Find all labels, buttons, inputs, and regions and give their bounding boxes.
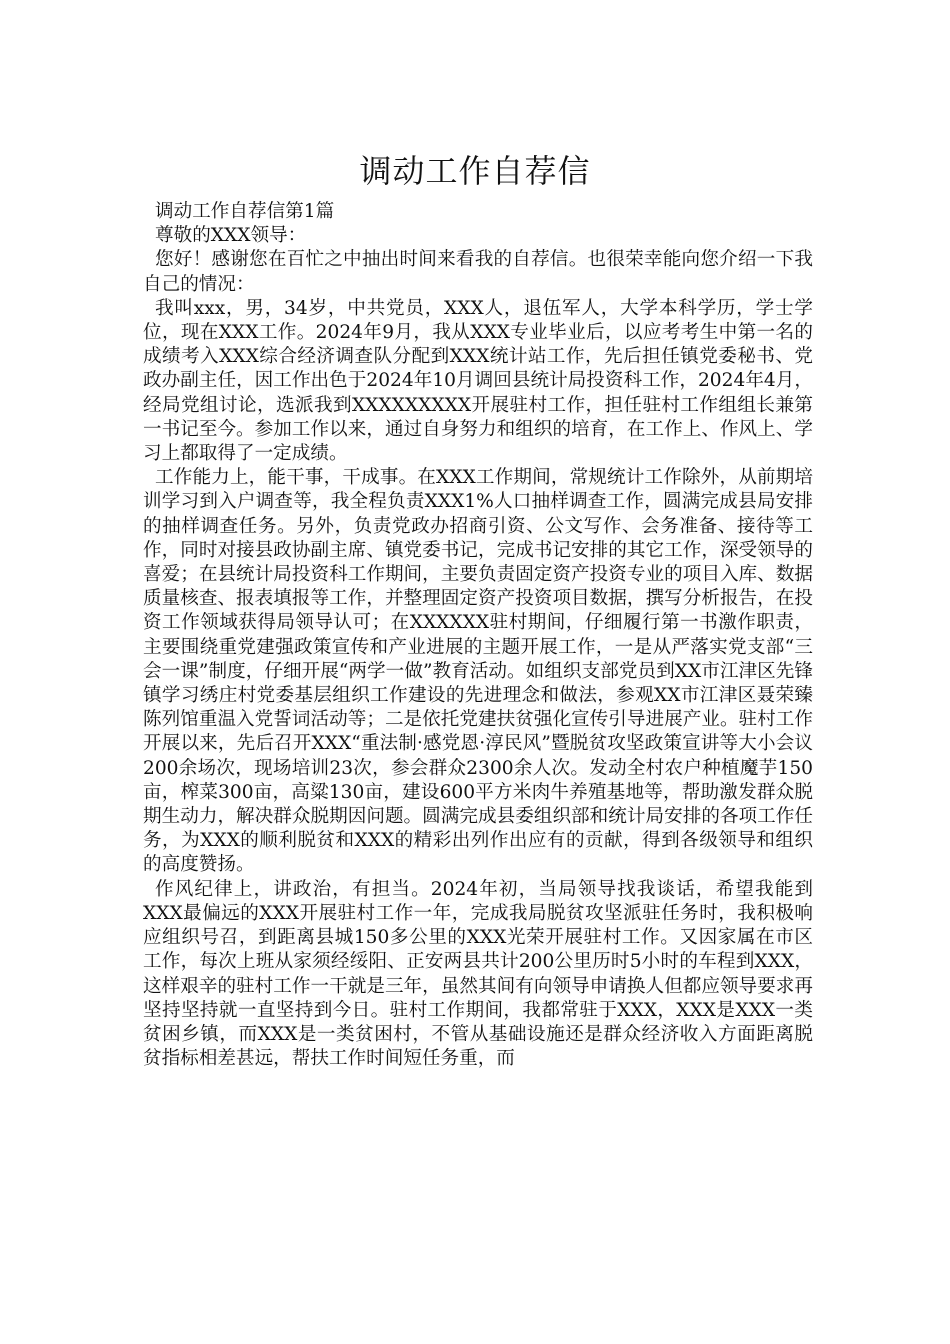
section-heading: 调动工作自荐信第1篇 [155,201,335,222]
paragraph-work-ability: 工作能力上，能干事，干成事。在XXX工作期间，常规统计工作除外，从前期培训学习到入户调查等，我全程负责XXX1%人口抽样调查工作，圆满完成县局安排的抽样调查任务。另外，负责党政办招商引资、公文写作、会务准备、接待等工作，同时对接县政协副主席、镇党委书记，完成书记安排的其它工作，深受领导的喜爱；在县统计局投资科工作期间，主要负责固定资产投资专业的项目入库、数据质量核查、报表填报等工作，并整理固定资产投资项目数据，撰写分析报告，在投资工作领域获得局领导认可；在XXXXXX驻村期间，仔细履行第一书激作职责，主要围绕重党建强政策宣传和产业进展的主题开展工作，一是从严落实党支部“三会一课”制度，仔细开展“两学一做”教育活动。如组织支部党员到XX市江津区先锋镇学习绣庄村党委基层组织工作建设的先进理念和做法，参观XX市江津区聂荣臻陈列馆重温入党誓词活动等；二是依托党建扶贫强化宣传引导进展产业。驻村工作开展以来，先后召开XXX“重法制·感党恩·淳民风”暨脱贫攻坚政策宣讲等大小会议200余场次，现场培训23次，参会群众2300余人次。发动全村农户种植魔芋150亩，榨菜300亩，高粱130亩，建设600平方米肉牛养殖基地等，帮助激发群众脱期生动力，解决群众脱期因问题。圆满完成县委组织部和统计局安排的各项工作任务，为XXX的顺利脱贫和XXX的精彩出列作出应有的贡献，得到各级领导和组织的高度赞扬。 [143,467,813,876]
salutation: 尊敬的XXX领导： [155,225,307,247]
paragraph-work-style: 作风纪律上，讲政治，有担当。2024年初，当局领导找我谈话，希望我能到XXX最偏远的XXX开展驻村工作一年，完成我局脱贫攻坚派驻任务时，我积极响应组织号召，到距离县城150多公里的XXX光荣开展驻村工作。又因家属在市区工作，每次上班从家须经绥阳、正安两县共计200公里历时5小时的车程到XXX，这样艰辛的驻村工作一干就是三年，虽然其间有向领导申请换人但都应领导要求再坚持坚持就一直坚持到今日。驻村工作期间，我都常驻于XXX，XXX是XXX一类贫困乡镇，而XXX是一类贫困村，不管从基础设施还是群众经济收入方面距离脱贫指标相差甚远，帮扶工作时间短任务重，而 [143,878,813,1070]
document-body [143,200,813,1071]
paragraph-greeting: 您好！感谢您在百忙之中抽出时间来看我的自荐信。也很荣幸能向您介绍一下我自己的情况： [143,249,813,295]
paragraph-introduction: 我叫xxx，男，34岁，中共党员，XXX人，退伍军人，大学本科学历，学士学位，现在XXX工作。2024年9月，我从XXX专业毕业后，以应考考生中第一名的成绩考入XXX综合经济调查队分配到XXX统计站工作，先后担任镇党委秘书、党政办副主任，因工作出色于2024年10月调回县统计局投资科工作，2024年4月，经局党组讨论，选派我到XXXXXXXXX开展驻村工作，担任驻村工作组组长兼第一书记至今。参加工作以来，通过自身努力和组织的培育，在工作上、作风上、学习上都取得了一定成绩。 [143,297,813,465]
document-title: 调动工作自荐信 [359,152,591,191]
